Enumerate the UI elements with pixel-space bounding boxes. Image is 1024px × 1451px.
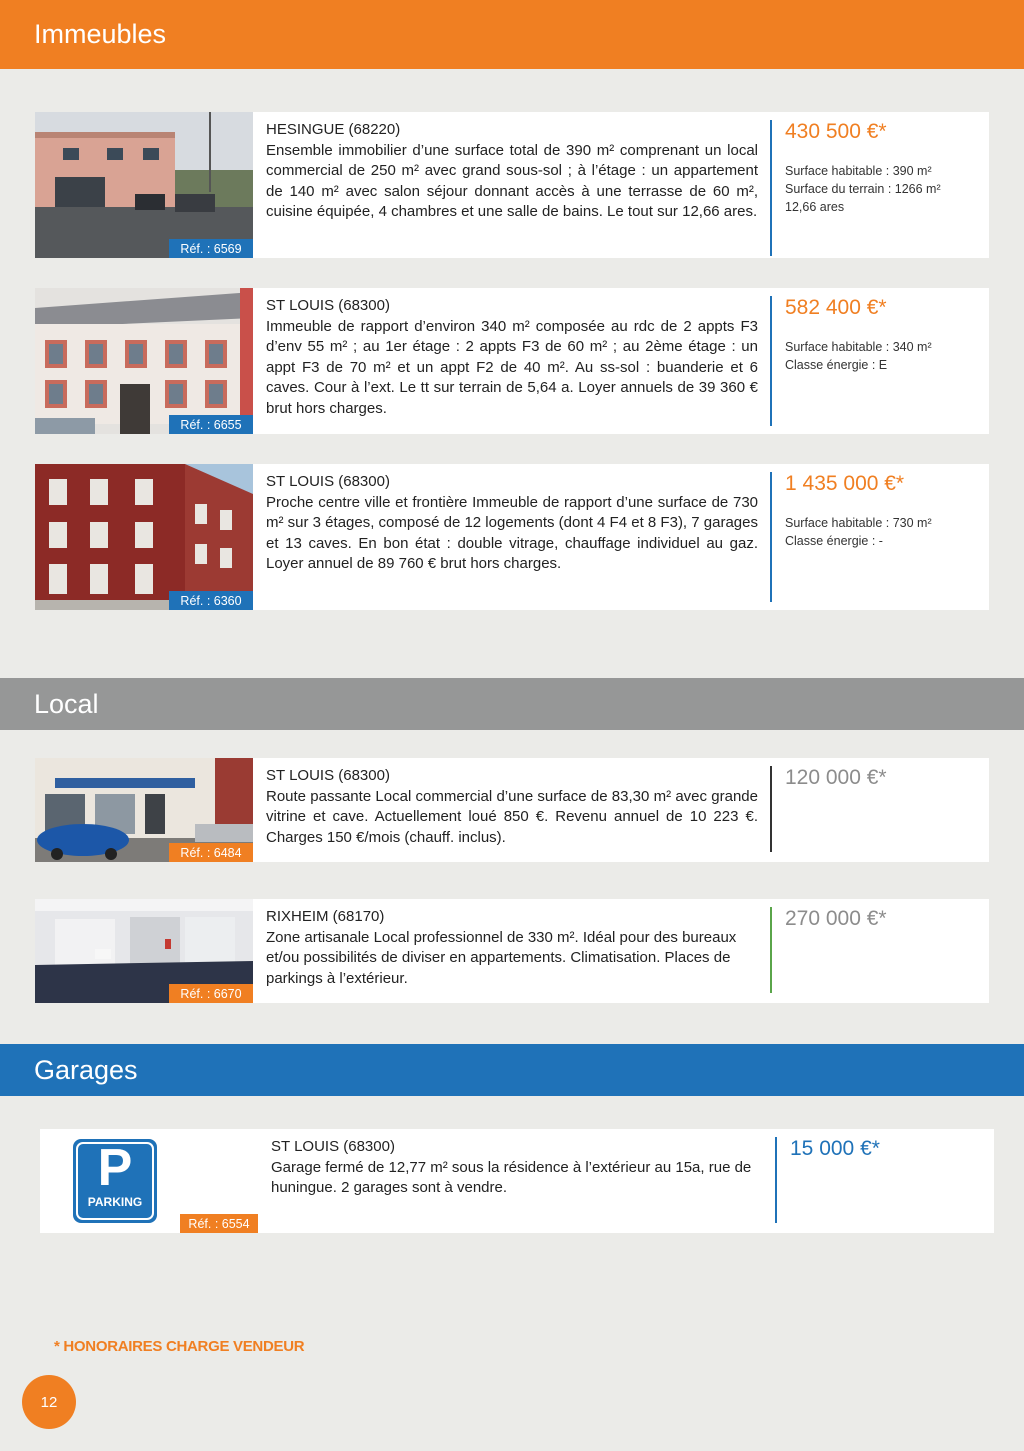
listing-text: Ensemble immobilier d’une surface total de 390 m² comprenant un local commercial de 250 m² avec grand sous-sol ; à l’étage : un appartement de 140 m² avec salon séjour donnant accès à une terrasse de 60 m², cuisine équipée, 4 chambres et une salle de bains. Le tout sur 12,66 ares. bbox=[266, 141, 758, 220]
listing-card[interactable] bbox=[35, 112, 989, 258]
listing-card[interactable] bbox=[40, 1129, 994, 1233]
property-photo bbox=[35, 758, 253, 862]
listing-text: Immeuble de rapport d’environ 340 m² composée au rdc de 2 appts F3 d’env 55 m² ; au 1er étage : 2 appts F3 de 60 m² ; au 2ème étage : un appt F3 de 70 m² et un appt F2 de 40 m². Au ss-sol : buanderie et 6 caves. Cour à l’ext. Le tt sur terrain de 5,64 a. Loyer annuels de 39 360 € brut hors charges. bbox=[266, 317, 758, 417]
listing-text: Zone artisanale Local professionnel de 330 m². Idéal pour des bureaux et/ou possibilités de diviser en appartements. Climatisation. Places de parkings à l’extérieur. bbox=[266, 928, 737, 987]
reference-label: Réf. : 6655 bbox=[169, 415, 253, 434]
property-photo bbox=[35, 464, 253, 610]
property-photo bbox=[35, 899, 253, 1003]
spec-line: Surface habitable : 730 m² bbox=[785, 516, 932, 530]
spec-line: Classe énergie : E bbox=[785, 358, 888, 372]
listing-text: Proche centre ville et frontière Immeuble de rapport d’une surface de 730 m² sur 3 étages, composé de 12 logements (dont 4 F4 et 8 F3), 7 garages et 13 caves. En bon état : double vitrage, chauffage individuel au gaz. Loyer annuel de 89 760 € brut hors charges. bbox=[266, 493, 758, 572]
spec-line: Surface habitable : 340 m² bbox=[785, 340, 932, 354]
listing-town: ST LOUIS (68300) bbox=[271, 1138, 395, 1155]
property-photo bbox=[35, 112, 253, 258]
section-title: Local bbox=[34, 688, 99, 719]
listing-town: ST LOUIS (68300) bbox=[266, 297, 390, 314]
parking-text: PARKING bbox=[87, 1195, 143, 1209]
listing-description bbox=[266, 120, 758, 223]
listing-town: ST LOUIS (68300) bbox=[266, 767, 390, 784]
reference-label: Réf. : 6670 bbox=[169, 984, 253, 1003]
listing-text: Route passante Local commercial d’une surface de 83,30 m² avec grande vitrine et cave. Actuellement loué 850 €. Revenu annuel de 10 223 €. Charges 150 €/mois (chauff. inclus). bbox=[266, 787, 758, 846]
section-title: Immeubles bbox=[34, 19, 167, 49]
divider bbox=[770, 766, 772, 852]
parking-letter: P bbox=[97, 1139, 133, 1197]
listing-price: 120 000 €* bbox=[785, 766, 887, 789]
listing-price: 582 400 €* bbox=[785, 296, 887, 319]
listing-card[interactable] bbox=[35, 288, 989, 434]
divider bbox=[775, 1137, 777, 1223]
spec-line: Surface du terrain : 1266 m² bbox=[785, 182, 941, 196]
reference-label: Réf. : 6569 bbox=[169, 239, 253, 258]
listing-specs bbox=[785, 514, 932, 550]
parking-sign bbox=[40, 1129, 258, 1233]
listing-description bbox=[271, 1137, 763, 1199]
divider bbox=[770, 120, 772, 256]
listing-description bbox=[266, 907, 758, 989]
parking-icon bbox=[73, 1139, 157, 1223]
reference-label: Réf. : 6554 bbox=[180, 1214, 258, 1233]
spec-line: Surface habitable : 390 m² bbox=[785, 164, 932, 178]
divider bbox=[770, 907, 772, 993]
section-header-garages bbox=[0, 1044, 1024, 1096]
listing-card[interactable] bbox=[35, 758, 989, 862]
listing-description bbox=[266, 766, 758, 848]
listing-description bbox=[266, 296, 758, 419]
reference-label: Réf. : 6360 bbox=[169, 591, 253, 610]
page-number: 12 bbox=[22, 1375, 76, 1429]
fee-footnote: * HONORAIRES CHARGE VENDEUR bbox=[54, 1338, 305, 1355]
listing-town: ST LOUIS (68300) bbox=[266, 473, 390, 490]
divider bbox=[770, 472, 772, 602]
divider bbox=[770, 296, 772, 426]
listing-price: 15 000 €* bbox=[790, 1137, 880, 1160]
section-header-local bbox=[0, 678, 1024, 730]
listing-specs bbox=[785, 338, 932, 374]
spec-line: 12,66 ares bbox=[785, 200, 845, 214]
listing-card[interactable] bbox=[35, 899, 989, 1003]
listing-town: RIXHEIM (68170) bbox=[266, 908, 385, 925]
reference-label: Réf. : 6484 bbox=[169, 843, 253, 862]
listing-price: 270 000 €* bbox=[785, 907, 887, 930]
property-photo bbox=[35, 288, 253, 434]
listing-price: 430 500 €* bbox=[785, 120, 887, 143]
spec-line: Classe énergie : - bbox=[785, 534, 883, 548]
listing-card[interactable] bbox=[35, 464, 989, 610]
listing-specs bbox=[785, 162, 941, 216]
section-header-immeubles bbox=[0, 0, 1024, 69]
listing-text: Garage fermé de 12,77 m² sous la résidence à l’extérieur au 15a, rue de huningue. 2 garages sont à vendre. bbox=[271, 1158, 752, 1196]
section-title: Garages bbox=[34, 1054, 138, 1085]
listing-description bbox=[266, 472, 758, 575]
listing-price: 1 435 000 €* bbox=[785, 472, 905, 495]
listing-town: HESINGUE (68220) bbox=[266, 121, 401, 138]
